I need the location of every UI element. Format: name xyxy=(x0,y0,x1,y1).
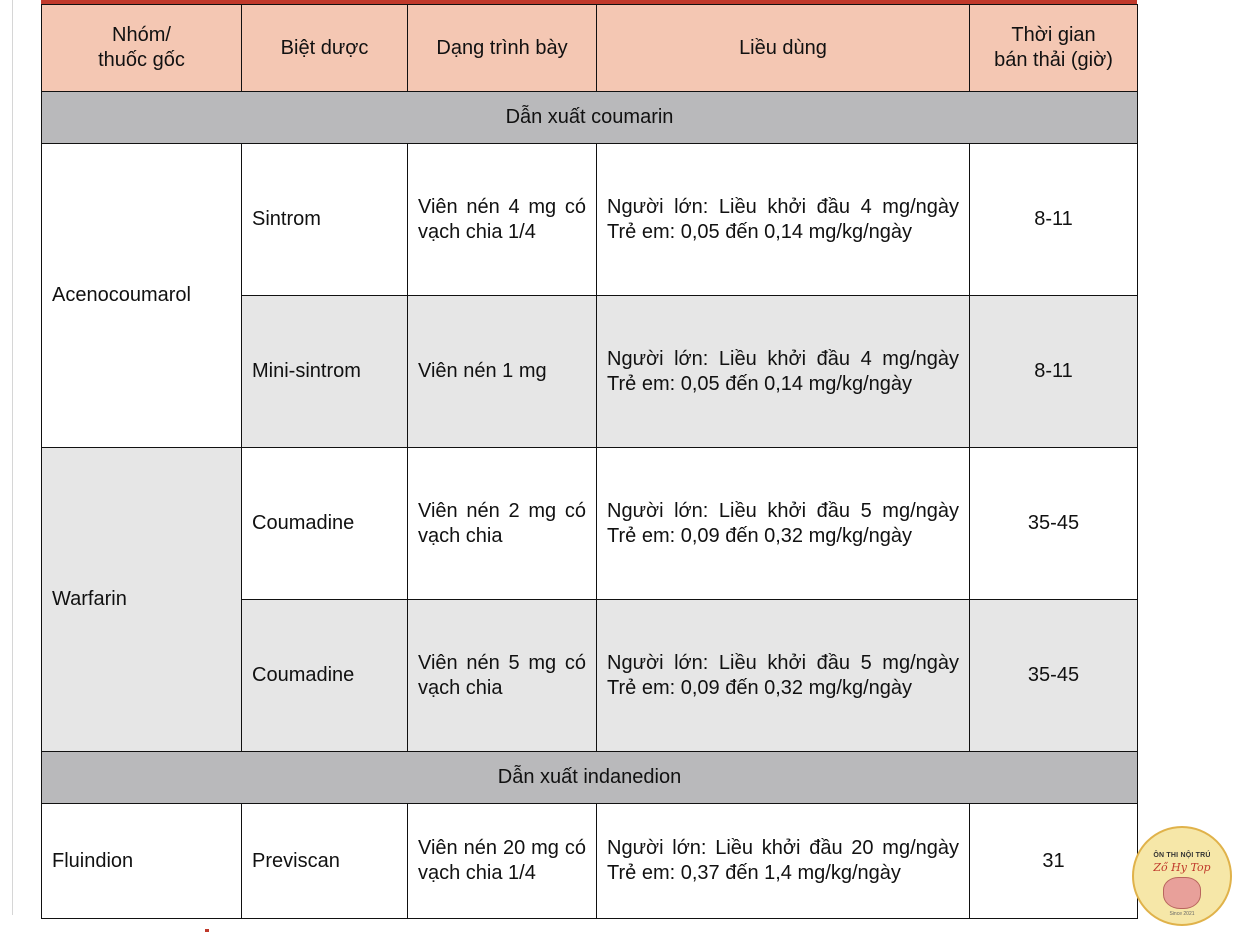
brand-cell: Mini-sintrom xyxy=(242,296,408,448)
brand-cell: Sintrom xyxy=(242,144,408,296)
table-row xyxy=(42,144,1138,296)
header-group xyxy=(42,5,242,92)
logo-text-top: ÔN THI NỘI TRÚ xyxy=(1153,852,1211,859)
dose-cell xyxy=(597,600,970,752)
dose-cell xyxy=(597,448,970,600)
halflife-cell: 35-45 xyxy=(970,448,1138,600)
form-cell: Viên nén 5 mg có vạch chia xyxy=(408,600,597,752)
table-row xyxy=(42,448,1138,600)
header-group-line2: thuốc gốc xyxy=(98,49,185,71)
brand-cell: Previscan xyxy=(242,804,408,919)
group-label-coumarin: Dẫn xuất coumarin xyxy=(42,92,1138,144)
header-form: Dạng trình bày xyxy=(408,5,597,92)
dose-child: Trẻ em: 0,05 đến 0,14 mg/kg/ngày xyxy=(607,372,912,395)
logo-text-script: Ző Hy Top xyxy=(1153,861,1211,874)
logo-figure-icon xyxy=(1163,877,1201,909)
header-dose: Liều dùng xyxy=(597,5,970,92)
dose-child: Trẻ em: 0,09 đến 0,32 mg/kg/ngày xyxy=(607,676,912,699)
anticoagulant-table xyxy=(41,4,1138,919)
generic-fluindion: Fluindion xyxy=(42,804,242,919)
dose-child: Trẻ em: 0,37 đến 1,4 mg/kg/ngày xyxy=(607,862,901,884)
group-row-coumarin xyxy=(42,92,1138,144)
header-halflife-line1: Thời gian xyxy=(1011,24,1096,46)
page-left-rule xyxy=(12,0,13,915)
table-row xyxy=(42,804,1138,919)
dose-adult: Người lớn: Liều khởi đầu 5 mg/ngày xyxy=(607,499,959,522)
header-halflife-line2: bán thải (giờ) xyxy=(994,49,1113,71)
dose-cell xyxy=(597,144,970,296)
generic-warfarin: Warfarin xyxy=(42,448,242,752)
halflife-cell: 31 xyxy=(970,804,1138,919)
logo-text-year: Since 2021 xyxy=(1169,911,1195,917)
dose-cell xyxy=(597,296,970,448)
halflife-cell: 8-11 xyxy=(970,296,1138,448)
dose-child: Trẻ em: 0,05 đến 0,14 mg/kg/ngày xyxy=(607,220,912,243)
dose-adult: Người lớn: Liều khởi đầu 4 mg/ngày xyxy=(607,347,959,370)
halflife-cell: 8-11 xyxy=(970,144,1138,296)
form-cell: Viên nén 4 mg có vạch chia 1/4 xyxy=(408,144,597,296)
group-row-indanedion xyxy=(42,752,1138,804)
header-brand: Biệt dược xyxy=(242,5,408,92)
dose-cell xyxy=(597,804,970,919)
form-cell: Viên nén 1 mg xyxy=(408,296,597,448)
dose-child: Trẻ em: 0,09 đến 0,32 mg/kg/ngày xyxy=(607,524,912,547)
brand-cell: Coumadine xyxy=(242,448,408,600)
brand-cell: Coumadine xyxy=(242,600,408,752)
group-label-indanedion: Dẫn xuất indanedion xyxy=(42,752,1138,804)
table-header-row xyxy=(42,5,1138,92)
dose-adult: Người lớn: Liều khởi đầu 5 mg/ngày xyxy=(607,651,959,674)
form-cell: Viên nén 2 mg có vạch chia xyxy=(408,448,597,600)
red-mark xyxy=(205,929,209,932)
brand-logo xyxy=(1132,826,1232,926)
header-halflife xyxy=(970,5,1138,92)
generic-acenocoumarol: Acenocoumarol xyxy=(42,144,242,448)
halflife-cell: 35-45 xyxy=(970,600,1138,752)
form-cell: Viên nén 20 mg có vạch chia 1/4 xyxy=(408,804,597,919)
dose-adult: Người lớn: Liều khởi đầu 4 mg/ngày xyxy=(607,195,959,218)
dose-adult: Người lớn: Liều khởi đầu 20 mg/ngày xyxy=(607,837,959,859)
header-group-line1: Nhóm/ xyxy=(112,24,171,46)
